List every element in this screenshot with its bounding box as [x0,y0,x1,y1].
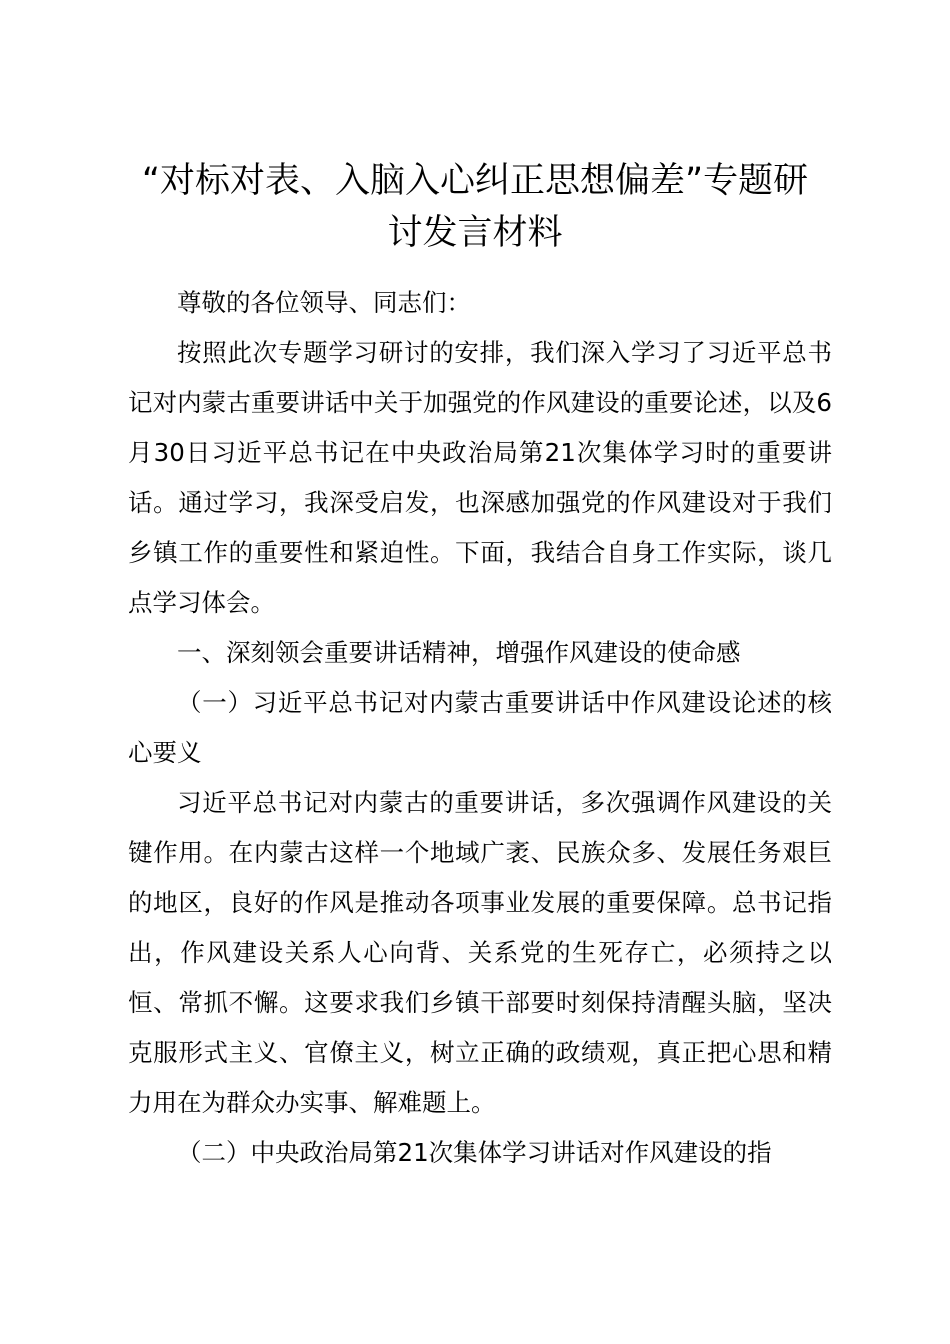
document-body [128,278,832,1178]
title-line-2: 讨发言材料 [387,213,563,253]
subsection-heading-1: （一）习近平总书记对内蒙古重要讲话中作风建设论述的核心要义 [128,688,832,767]
salutation: 尊敬的各位领导、同志们： [177,288,471,317]
paragraph-intro: 按照此次专题学习研讨的安排，我们深入学习了习近平总书记对内蒙古重要讲话中关于加强党的作风建设的重要论述，以及6月30日习近平总书记在中央政治局第21次集体学习时的重要讲话。通过学习，我深受启发，也深感加强党的作风建设对于我们乡镇工作的重要性和紧迫性。下面，我结合自身工作实际，谈几点学习体会。 [128,338,832,617]
section-heading-1: 一、深刻领会重要讲话精神，增强作风建设的使命感 [177,638,741,667]
subsection-heading-2: （二）中央政治局第21次集体学习讲话对作风建设的指 [177,1138,772,1167]
document-title [100,155,850,259]
title-line-1: “对标对表、入脑入心纠正思想偏差”专题研 [141,161,809,201]
paragraph-section-1-1: 习近平总书记对内蒙古的重要讲话，多次强调作风建设的关键作用。在内蒙古这样一个地域广袤、民族众多、发展任务艰巨的地区，良好的作风是推动各项事业发展的重要保障。总书记指出，作风建设关系人心向背、关系党的生死存亡，必须持之以恒、常抓不懈。这要求我们乡镇干部要时刻保持清醒头脑，坚决克服形式主义、官僚主义，树立正确的政绩观，真正把心思和精力用在为群众办实事、解难题上。 [128,788,832,1117]
